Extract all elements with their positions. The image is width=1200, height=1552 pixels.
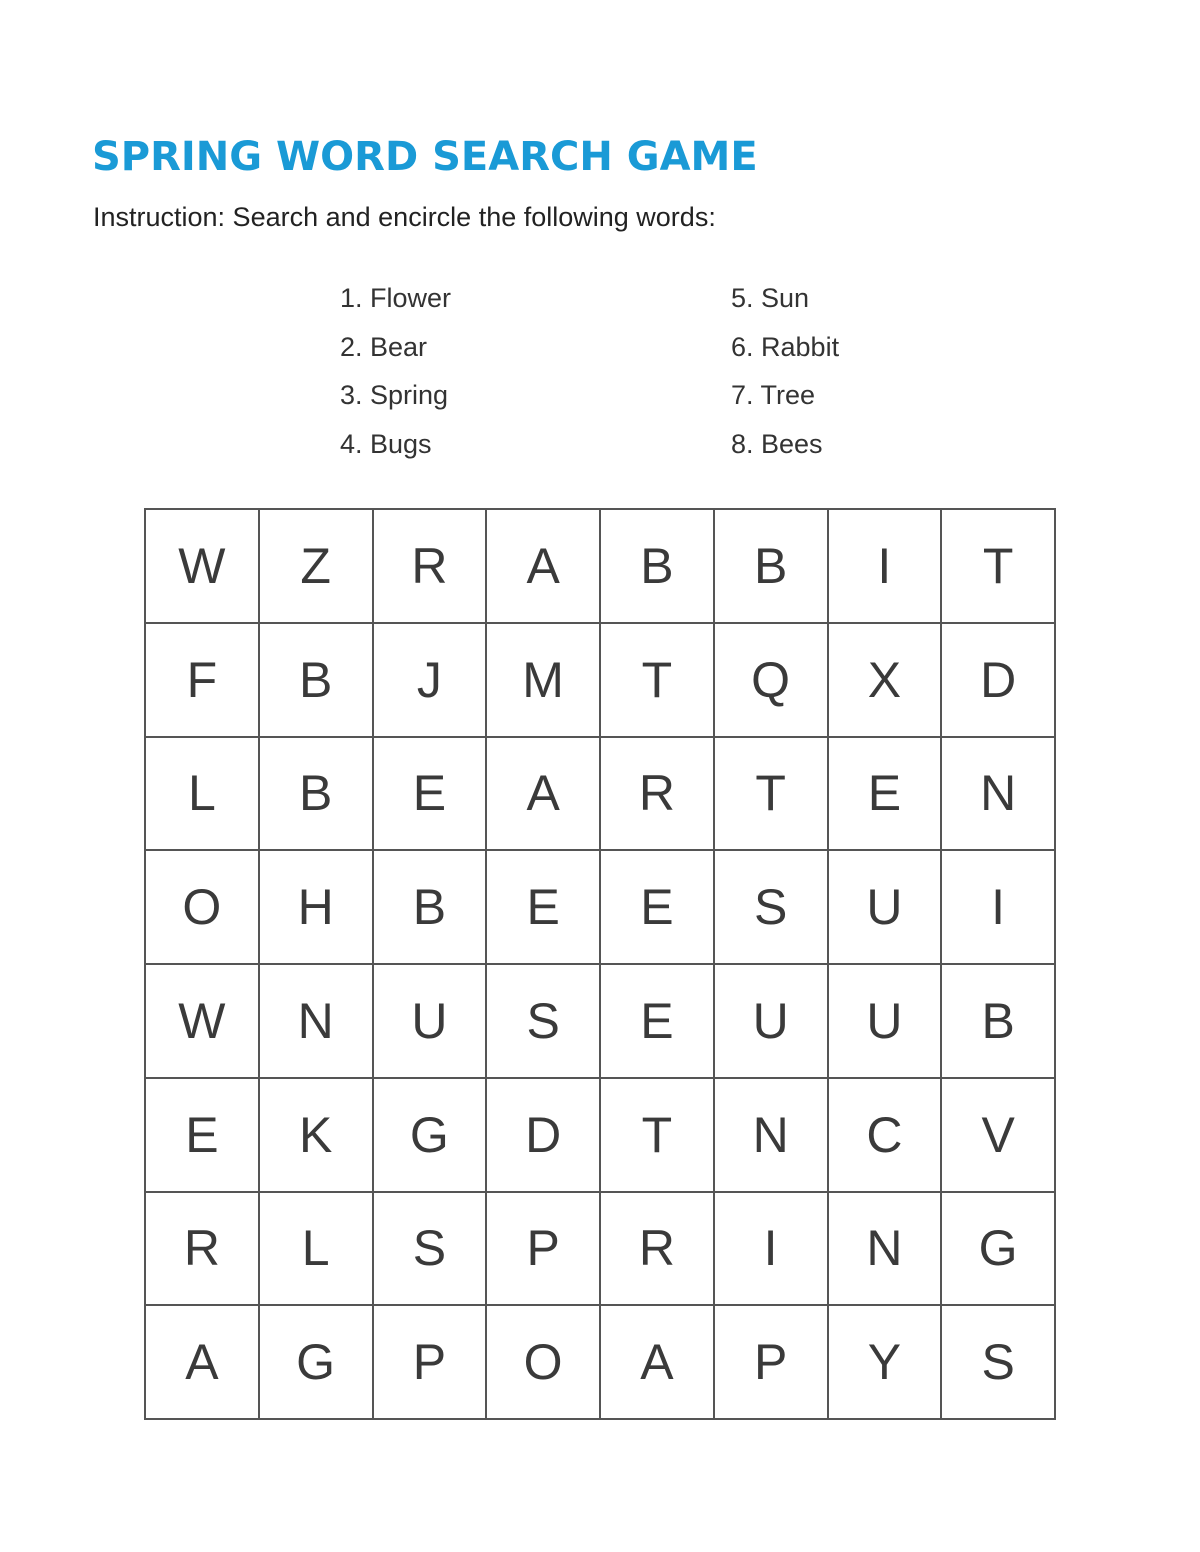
grid-cell-r4-c5[interactable]: E [601,851,715,965]
grid-cell-r5-c5[interactable]: E [601,965,715,1079]
grid-cell-r8-c2[interactable]: G [260,1306,374,1420]
grid-cell-r2-c4[interactable]: M [487,624,601,738]
grid-cell-r2-c1[interactable]: F [146,624,260,738]
grid-cell-r2-c6[interactable]: Q [715,624,829,738]
grid-cell-r6-c6[interactable]: N [715,1079,829,1193]
grid-cell-r2-c7[interactable]: X [829,624,943,738]
grid-cell-r6-c7[interactable]: C [829,1079,943,1193]
word-item-sun: 5. Sun [731,283,810,313]
grid-cell-r8-c4[interactable]: O [487,1306,601,1420]
grid-cell-r6-c8[interactable]: V [942,1079,1056,1193]
word-item-spring: 3. Spring [340,380,449,410]
grid-cell-r1-c4[interactable]: A [487,510,601,624]
grid-cell-r5-c2[interactable]: N [260,965,374,1079]
grid-cell-r7-c8[interactable]: G [942,1193,1056,1307]
grid-cell-r5-c6[interactable]: U [715,965,829,1079]
letter-grid [144,508,1056,1420]
grid-cell-r8-c3[interactable]: P [374,1306,488,1420]
grid-cell-r4-c2[interactable]: H [260,851,374,965]
grid-cell-r7-c4[interactable]: P [487,1193,601,1307]
grid-cell-r2-c8[interactable]: D [942,624,1056,738]
grid-cell-r8-c8[interactable]: S [942,1306,1056,1420]
grid-cell-r1-c2[interactable]: Z [260,510,374,624]
grid-cell-r2-c3[interactable]: J [374,624,488,738]
grid-cell-r1-c5[interactable]: B [601,510,715,624]
grid-cell-r5-c7[interactable]: U [829,965,943,1079]
grid-cell-r6-c4[interactable]: D [487,1079,601,1193]
instruction-text: Instruction: Search and encircle the following words: [93,202,716,232]
grid-cell-r6-c3[interactable]: G [374,1079,488,1193]
grid-cell-r6-c1[interactable]: E [146,1079,260,1193]
grid-cell-r1-c7[interactable]: I [829,510,943,624]
page-title: SPRING WORD SEARCH GAME [92,134,758,180]
grid-cell-r7-c6[interactable]: I [715,1193,829,1307]
grid-cell-r7-c5[interactable]: R [601,1193,715,1307]
grid-cell-r5-c3[interactable]: U [374,965,488,1079]
grid-cell-r4-c4[interactable]: E [487,851,601,965]
grid-cell-r8-c6[interactable]: P [715,1306,829,1420]
grid-cell-r3-c8[interactable]: N [942,738,1056,852]
grid-cell-r4-c8[interactable]: I [942,851,1056,965]
word-item-bear: 2. Bear [340,332,428,362]
grid-cell-r8-c7[interactable]: Y [829,1306,943,1420]
grid-cell-r8-c1[interactable]: A [146,1306,260,1420]
grid-cell-r3-c3[interactable]: E [374,738,488,852]
grid-cell-r8-c5[interactable]: A [601,1306,715,1420]
grid-cell-r2-c5[interactable]: T [601,624,715,738]
grid-cell-r7-c7[interactable]: N [829,1193,943,1307]
word-item-tree: 7. Tree [731,380,816,410]
grid-cell-r3-c2[interactable]: B [260,738,374,852]
grid-cell-r3-c7[interactable]: E [829,738,943,852]
grid-cell-r6-c2[interactable]: K [260,1079,374,1193]
word-item-bugs: 4. Bugs [340,429,432,459]
word-item-rabbit: 6. Rabbit [731,332,840,362]
grid-cell-r7-c3[interactable]: S [374,1193,488,1307]
grid-cell-r6-c5[interactable]: T [601,1079,715,1193]
grid-cell-r1-c8[interactable]: T [942,510,1056,624]
grid-cell-r3-c1[interactable]: L [146,738,260,852]
grid-cell-r4-c1[interactable]: O [146,851,260,965]
grid-cell-r1-c3[interactable]: R [374,510,488,624]
grid-cell-r2-c2[interactable]: B [260,624,374,738]
grid-cell-r5-c1[interactable]: W [146,965,260,1079]
grid-cell-r3-c6[interactable]: T [715,738,829,852]
grid-cell-r4-c7[interactable]: U [829,851,943,965]
grid-cell-r7-c2[interactable]: L [260,1193,374,1307]
word-item-bees: 8. Bees [731,429,823,459]
grid-cell-r1-c6[interactable]: B [715,510,829,624]
grid-cell-r5-c4[interactable]: S [487,965,601,1079]
grid-cell-r1-c1[interactable]: W [146,510,260,624]
grid-cell-r7-c1[interactable]: R [146,1193,260,1307]
grid-cell-r3-c4[interactable]: A [487,738,601,852]
grid-cell-r5-c8[interactable]: B [942,965,1056,1079]
grid-cell-r4-c6[interactable]: S [715,851,829,965]
grid-cell-r3-c5[interactable]: R [601,738,715,852]
grid-cell-r4-c3[interactable]: B [374,851,488,965]
word-item-flower: 1. Flower [340,283,452,313]
